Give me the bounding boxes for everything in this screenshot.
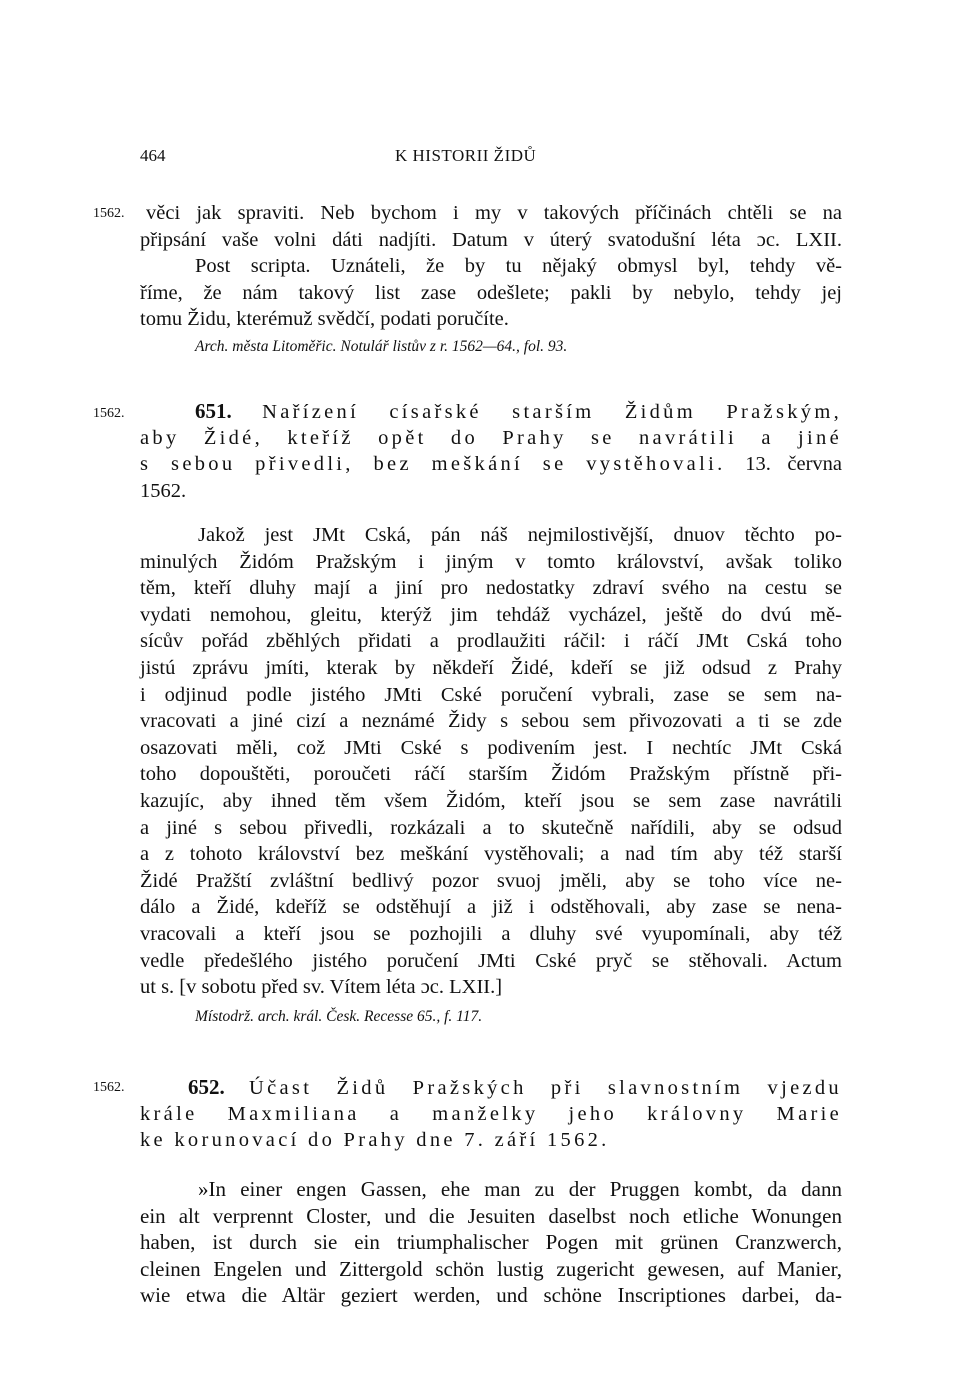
document-652-heading [140,1074,842,1154]
text-line: minulých Židóm Pražským i jiným v tomto království, avšak toliko [140,550,842,573]
heading-date: 13. června [745,453,843,476]
text-line: wie etwa die Altär geziert werden, und schöne Inscriptiones darbei, da- [140,1283,842,1308]
previous-document-end [140,200,842,359]
archival-source: Arch. města Litoměřic. Notulář listův z r. 1562—64., fol. 93. [195,337,568,355]
heading-line: krále Maxmiliana a manželky jeho královny Marie [140,1102,842,1125]
document-651-body [140,522,842,1029]
margin-year: 1562. [93,206,125,221]
text-line: Jakož jest JMt Cská, pán náš nejmilostivější, dnuov těchto po- [198,524,842,546]
margin-year: 1562. [93,406,125,421]
text-line: vracovati a jiné cizí a neznámé Židy s sebou sem přivozovati a ti se zde [140,710,842,733]
heading-line: Účast Židů Pražských při slavnostním vjezdu [249,1077,842,1099]
text-line: sícův pořád zběhlých přidati a prodlaužiti ráčil: i ráčí JMt Cská toho [140,630,842,653]
heading-line: Nařízení císařské starším Židům Pražským, [262,401,842,423]
text-line: věci jak spraviti. Neb bychom i my v takových příčinách chtěli se na [146,202,842,224]
text-line: cleinen Engelen und Zittergold schön lustig zugericht gewesen, auf Manier, [140,1256,842,1281]
text-line: těm, kteří dluhy mají a jiní pro nedostatky zdraví svého na cestu se [140,577,842,600]
page-number: 464 [140,146,166,165]
text-line: kazujíc, aby ihned těm všem Židóm, kteří jsou se sem zase navrátili [140,789,842,812]
margin-year: 1562. [93,1080,125,1095]
text-line: »In einer engen Gassen, ehe man zu der Pruggen kombt, da dann [198,1177,842,1201]
text-line: připsání vaše volni dáti nadjíti. Datum v úterý svatodušní léta ɔc. LXII. [140,228,842,251]
running-title: K HISTORII ŽIDŮ [395,146,537,165]
heading-line: s sebou přivedli, bez meškání se vystěhovali. [140,453,726,476]
text-line: vydati nemohou, gleitu, kterýž jim tehdáž vycházel, ještě do dvú mě- [140,603,842,626]
archival-source: Místodrž. arch. král. Česk. Recesse 65., f. 117. [195,1007,483,1025]
text-line: vedle předešlého jistého poručení JMti Cské pryč se stěhovali. Actum [140,949,842,972]
heading-line: aby Židé, kteříž opět do Prahy se navrátili a jiné [140,426,842,449]
document-652-body [140,1176,842,1309]
text-line: toho dopouštěti, poroučeti ráčí starším Židóm Pražským přístně při- [140,763,842,786]
text-line: tomu Židu, kterémuž svědčí, podati poručíte. [140,308,509,331]
text-line: říme, že nám takový list zase odešlete; pakli by nebylo, tehdy jej [140,281,842,304]
text-line: a z tohoto království bez meškání vystěhovali; a nad tím aby též starší [140,843,842,866]
page-header [140,146,840,170]
text-line: osazovati měli, což JMti Cské s podivením jest. I nechtíc JMt Cská [140,736,842,759]
text-line: haben, ist durch sie ein triumphalischer Pogen mit grünen Cranzwerch, [140,1230,842,1255]
heading-line: ke korunovací do Prahy dne 7. září 1562. [140,1129,610,1152]
text-line: Post scripta. Uznáteli, že by tu nějaký obmysl byl, tehdy vě- [195,255,842,278]
text-line: jistú zprávu jmíti, kterak by někdeří Židé, kdeří se již odsud z Prahy [140,656,842,679]
text-line: vracovali a kteří jsou se pozhojili a dluhy své vyupomínali, aby též [140,922,842,945]
text-line: a jiné s sebou přivedli, rozkázali a to skutečně nařídili, aby se odsud [140,816,842,839]
text-line: ut s. [v sobotu před sv. Vítem léta ɔc. LXII.] [140,976,503,999]
text-line: ein alt verprennt Closter, und die Jesuiten daselbst noch etliche Wonungen [140,1203,842,1228]
heading-line: 1562. [140,479,187,502]
document-number: 651. [195,399,232,423]
document-number: 652. [188,1075,225,1099]
text-line: Židé Pražští zvláštní bedlivý pozor svuoj jměli, aby se toho více ne- [140,869,842,892]
document-651-heading [140,398,842,504]
text-line: i odjinud podle jistého JMti Cské poručení vybrali, zase se sem na- [140,683,842,706]
text-line: dálo a Židé, kdeříž se odstěhují a již i odstěhovali, aby zase se nena- [140,896,842,919]
